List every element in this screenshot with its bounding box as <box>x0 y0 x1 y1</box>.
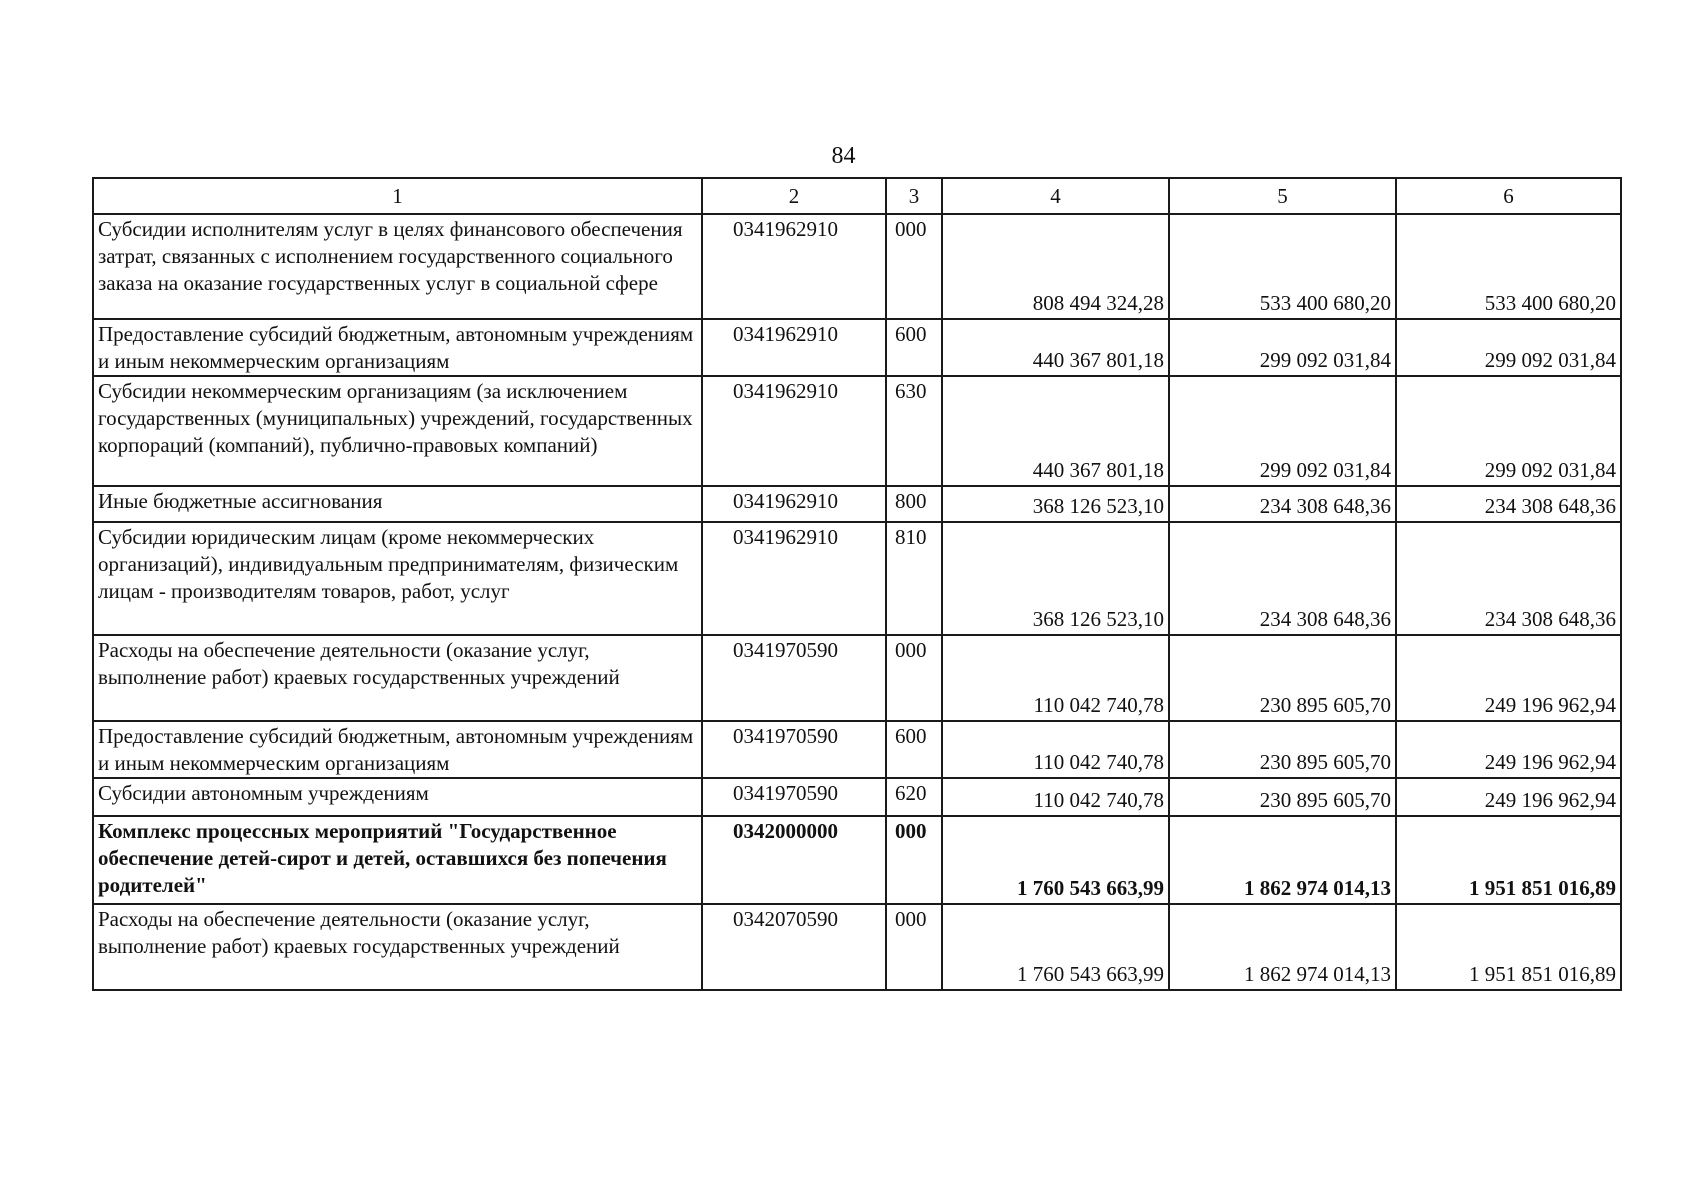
row-value-4: 110 042 740,78 <box>942 635 1169 721</box>
row-expense-type: 800 <box>886 486 942 522</box>
row-value-4: 808 494 324,28 <box>942 214 1169 319</box>
table-row <box>93 319 1621 376</box>
header-row <box>93 178 1621 214</box>
table-row <box>93 635 1621 721</box>
row-value-5: 234 308 648,36 <box>1169 522 1396 635</box>
table-row <box>93 376 1621 486</box>
row-value-4: 1 760 543 663,99 <box>942 816 1169 904</box>
row-value-6: 234 308 648,36 <box>1396 486 1621 522</box>
row-code: 0342070590 <box>702 904 886 990</box>
row-value-5: 1 862 974 014,13 <box>1169 904 1396 990</box>
row-name: Расходы на обеспечение деятельности (оказание услуг, выполнение работ) краевых государственных учреждений <box>93 904 702 990</box>
row-value-6: 299 092 031,84 <box>1396 376 1621 486</box>
row-value-5: 230 895 605,70 <box>1169 721 1396 778</box>
row-expense-type: 630 <box>886 376 942 486</box>
row-code: 0341962910 <box>702 214 886 319</box>
page-number: 84 <box>831 143 856 169</box>
row-code: 0341962910 <box>702 486 886 522</box>
table-row <box>93 816 1621 904</box>
row-value-6: 249 196 962,94 <box>1396 721 1621 778</box>
column-header-1: 1 <box>93 178 702 214</box>
row-name: Расходы на обеспечение деятельности (оказание услуг, выполнение работ) краевых государственных учреждений <box>93 635 702 721</box>
row-name: Субсидии юридическим лицам (кроме некоммерческих организаций), индивидуальным предпринимателям, физическим лицам - производителям товаров, работ, услуг <box>93 522 702 635</box>
table-row <box>93 778 1621 816</box>
row-expense-type: 000 <box>886 816 942 904</box>
row-value-6: 234 308 648,36 <box>1396 522 1621 635</box>
row-code: 0341962910 <box>702 319 886 376</box>
column-header-3: 3 <box>886 178 942 214</box>
table-row <box>93 522 1621 635</box>
row-value-6: 1 951 851 016,89 <box>1396 904 1621 990</box>
row-code: 0341962910 <box>702 522 886 635</box>
row-value-5: 234 308 648,36 <box>1169 486 1396 522</box>
row-value-5: 230 895 605,70 <box>1169 778 1396 816</box>
row-value-5: 533 400 680,20 <box>1169 214 1396 319</box>
row-value-6: 533 400 680,20 <box>1396 214 1621 319</box>
row-name: Предоставление субсидий бюджетным, автономным учреждениям и иным некоммерческим организациям <box>93 721 702 778</box>
row-name: Субсидии исполнителям услуг в целях финансового обеспечения затрат, связанных с исполнением государственного социального заказа на оказание государственных услуг в социальной сфере <box>93 214 702 319</box>
row-code: 0342000000 <box>702 816 886 904</box>
row-value-6: 1 951 851 016,89 <box>1396 816 1621 904</box>
row-value-4: 368 126 523,10 <box>942 486 1169 522</box>
row-value-4: 440 367 801,18 <box>942 376 1169 486</box>
table-row <box>93 721 1621 778</box>
row-value-4: 110 042 740,78 <box>942 721 1169 778</box>
column-header-5: 5 <box>1169 178 1396 214</box>
row-expense-type: 000 <box>886 214 942 319</box>
column-header-6: 6 <box>1396 178 1621 214</box>
row-value-6: 249 196 962,94 <box>1396 778 1621 816</box>
row-code: 0341970590 <box>702 721 886 778</box>
row-expense-type: 600 <box>886 319 942 376</box>
row-value-4: 440 367 801,18 <box>942 319 1169 376</box>
row-value-6: 249 196 962,94 <box>1396 635 1621 721</box>
row-name: Комплекс процессных мероприятий "Государственное обеспечение детей-сирот и детей, оставшихся без попечения родителей" <box>93 816 702 904</box>
row-expense-type: 600 <box>886 721 942 778</box>
column-header-4: 4 <box>942 178 1169 214</box>
column-header-2: 2 <box>702 178 886 214</box>
row-value-5: 230 895 605,70 <box>1169 635 1396 721</box>
row-value-4: 1 760 543 663,99 <box>942 904 1169 990</box>
budget-table <box>92 177 1622 991</box>
table-row <box>93 486 1621 522</box>
table-row <box>93 904 1621 990</box>
row-name: Субсидии автономным учреждениям <box>93 778 702 816</box>
row-expense-type: 620 <box>886 778 942 816</box>
row-name: Субсидии некоммерческим организациям (за исключением государственных (муниципальных) учреждений, государственных корпораций (компаний), публично-правовых компаний) <box>93 376 702 486</box>
row-value-6: 299 092 031,84 <box>1396 319 1621 376</box>
row-name: Иные бюджетные ассигнования <box>93 486 702 522</box>
row-code: 0341962910 <box>702 376 886 486</box>
row-value-5: 299 092 031,84 <box>1169 319 1396 376</box>
table-row <box>93 214 1621 319</box>
row-name: Предоставление субсидий бюджетным, автономным учреждениям и иным некоммерческим организациям <box>93 319 702 376</box>
row-expense-type: 000 <box>886 635 942 721</box>
row-value-5: 1 862 974 014,13 <box>1169 816 1396 904</box>
row-code: 0341970590 <box>702 778 886 816</box>
row-expense-type: 000 <box>886 904 942 990</box>
row-expense-type: 810 <box>886 522 942 635</box>
row-value-5: 299 092 031,84 <box>1169 376 1396 486</box>
row-value-4: 110 042 740,78 <box>942 778 1169 816</box>
row-code: 0341970590 <box>702 635 886 721</box>
row-value-4: 368 126 523,10 <box>942 522 1169 635</box>
